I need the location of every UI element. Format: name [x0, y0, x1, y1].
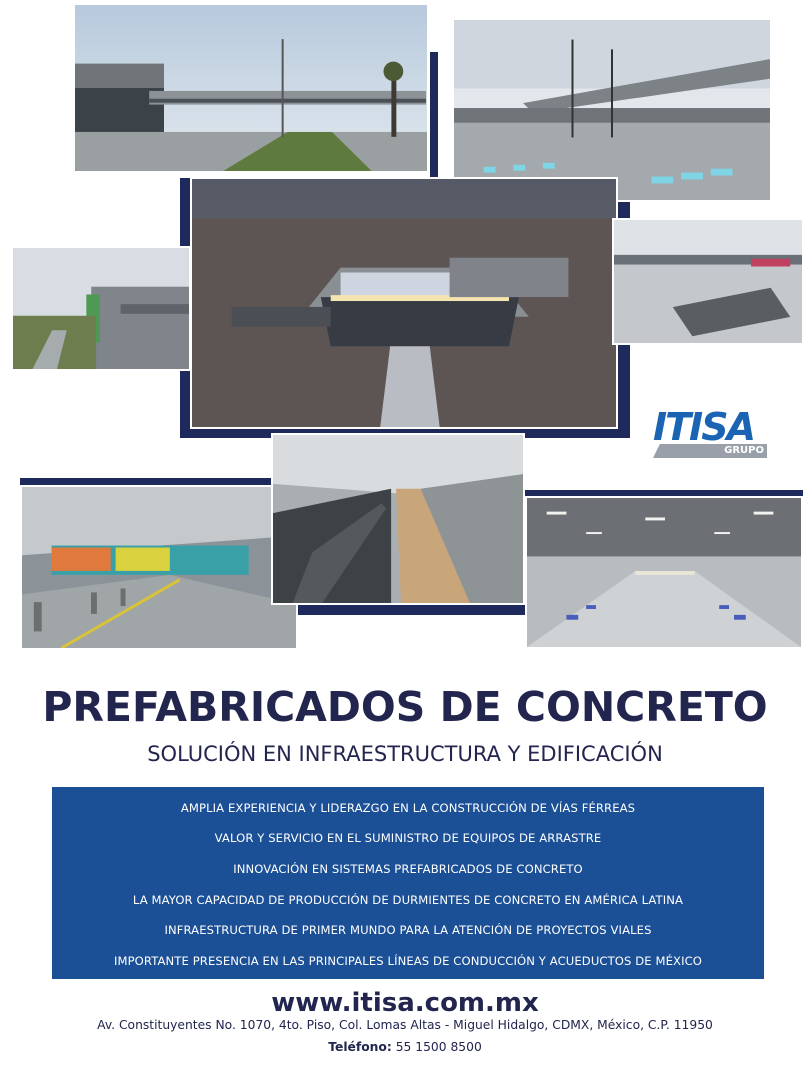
website-link[interactable]: www.itisa.com.mx — [271, 988, 539, 1018]
feature-item: INFRAESTRUCTURA DE PRIMER MUNDO PARA LA ATENCIÓN DE PROYECTOS VIALES — [164, 923, 652, 937]
photo-aerial-airport — [190, 177, 618, 429]
photo-green-building — [11, 246, 191, 371]
page-subtitle: SOLUCIÓN EN INFRAESTRUCTURA Y EDIFICACIÓN — [147, 742, 663, 766]
photo-moving-walkway — [271, 433, 525, 605]
feature-item: INNOVACIÓN EN SISTEMAS PREFABRICADOS DE CONCRETO — [233, 862, 583, 876]
photo-plaza-sign — [612, 218, 804, 345]
photo-underground-parking — [525, 496, 803, 649]
page-title: PREFABRICADOS DE CONCRETO — [42, 683, 768, 731]
feature-item: LA MAYOR CAPACIDAD DE PRODUCCIÓN DE DURMIENTES DE CONCRETO EN AMÉRICA LATINA — [132, 893, 684, 907]
frame-accent-top — [430, 52, 438, 182]
features-list — [52, 787, 764, 979]
brand-logo — [653, 407, 768, 457]
phone-number[interactable]: 55 1500 8500 — [395, 1040, 482, 1054]
phone-label: Teléfono: — [328, 1040, 392, 1054]
feature-item: IMPORTANTE PRESENCIA EN LAS PRINCIPALES LÍNEAS DE CONDUCCIÓN Y ACUEDUCTOS DE MÉXICO — [113, 954, 703, 968]
phone-line — [0, 1040, 810, 1054]
frame-accent-bottom-mid — [296, 605, 530, 615]
photo-terminal-bridge — [73, 3, 429, 173]
photo-parking-canopy — [452, 18, 772, 202]
feature-item: VALOR Y SERVICIO EN EL SUMINISTRO DE EQUIPOS DE ARRASTRE — [214, 831, 602, 845]
logo-subtext: GRUPO — [724, 445, 764, 456]
feature-item: AMPLIA EXPERIENCIA Y LIDERAZGO EN LA CONSTRUCCIÓN DE VÍAS FÉRREAS — [180, 801, 636, 815]
photo-bus-bay — [20, 485, 298, 650]
logo-wordmark: ITISA — [653, 405, 754, 449]
address-text: Av. Constituyentes No. 1070, 4to. Piso, Col. Lomas Altas - Miguel Hidalgo, CDMX, México, C.P. 11950 — [97, 1018, 713, 1032]
frame-accent-right — [618, 205, 630, 215]
